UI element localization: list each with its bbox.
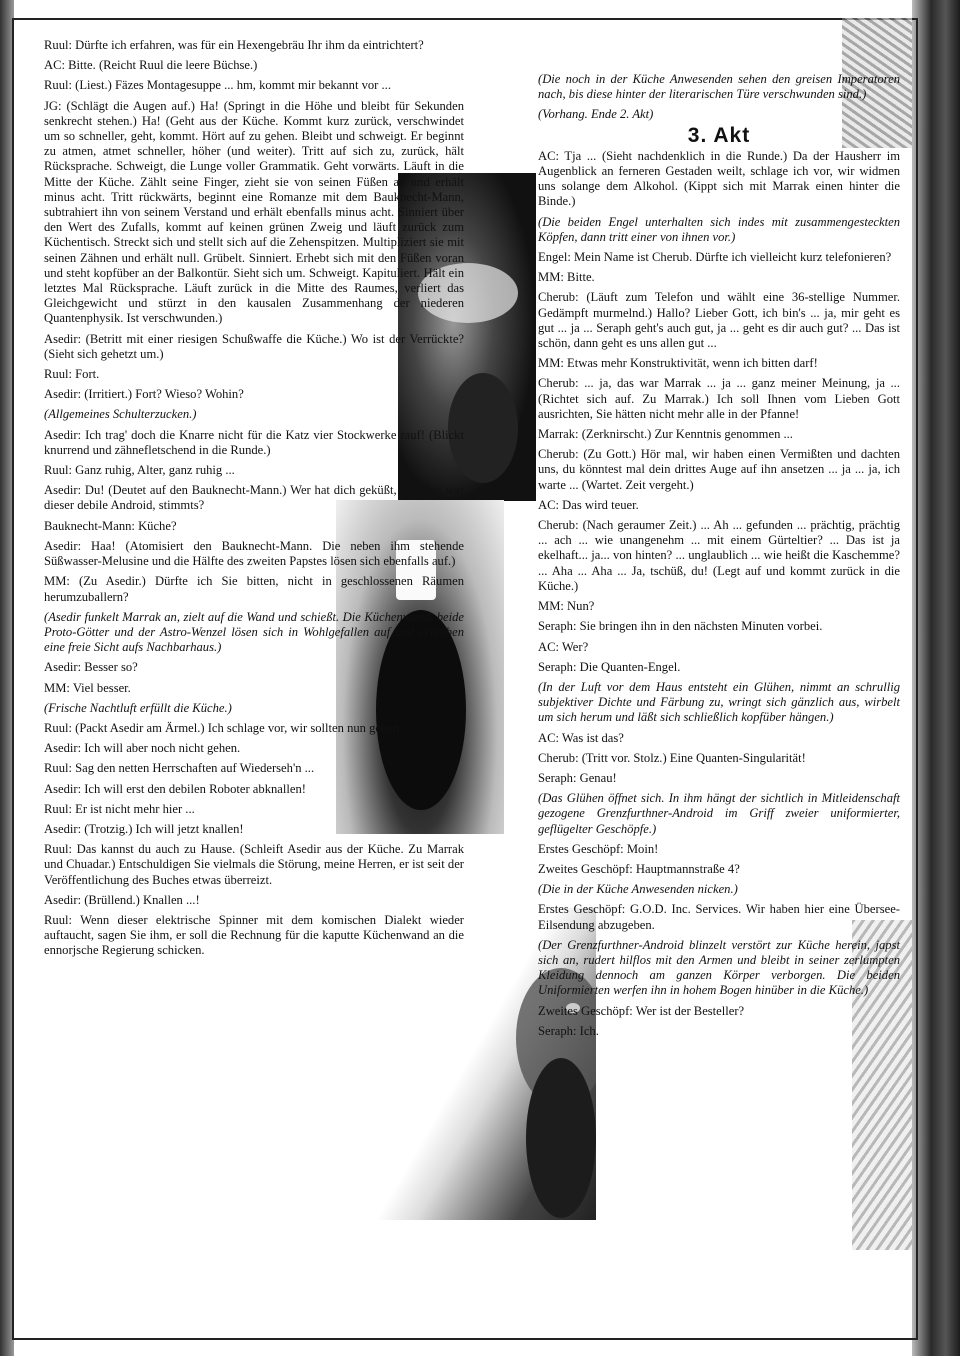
line-text: (Schlägt die Augen auf.) Ha! (Springt in die Höhe und bleibt für Sekunden senkrecht stehen.) Ha! (Geht aus der Küche. Kommt kurz zurück, verschwindet um so schneller, geht, kommt. Hört auf zu gehen. Bleibt und schweigt. Er beginnt zu atmen, atmet schneller, höher (und weiter). Tritt auf sich zu, zurück, hält Rücksprache. Schweigt, die Lunge voller Grammatik. Geht vorwärts. Läuft in die Mitte der Küche. Zählt seine Finger, zieht sie von seinen Füßen ab und erhält minus acht. Tritt rückwärts, beginnt eine Romanze mit dem Bauknecht-Mann, subtrahiert ihn von seinem Verstand und erhält ebenfalls minus acht. Sinniert über den Wert des Zufalls, kommt auf keinen grünen Zweig und läuft zurück zum Küchentisch. Streckt sich und stellt sich auf die Zehenspitzen. Multipliziert sie mit seinen Zähnen und erhält null. Grübelt. Sinniert. Erhebt sich mit den Füßen voran und steht kopfüber an der Balkontür. Sieht sich um. Schweigt. Kapituliert. Hält ein letztes Mal Rücksprache. Läuft zurück in die Mitte des Raumes, verliert das Gleichgewicht und stürzt in den kausalen Zusammenhang der niederen Quantenphysik. Ist verschwunden.) xyxy=(44,98,464,326)
line-text: Das kannst du auch zu Hause. (Schleift Asedir aus der Küche. Zu Marrak und Chuadar.) Entschuldigen Sie vielmals die Störung, meine Herren, er ist seit der Veröffentlichung des Buches etwas überreizt. xyxy=(44,842,465,887)
line-text: Bitte. (Reicht Ruul die leere Büchse.) xyxy=(68,58,258,73)
line-text: (Das Glühen öffnet sich. In ihm hängt der sichtlich in Mitleidenschaft gezogene Grenzfurthner-Android im Griff zweier uniformierter, geflügelter Geschöpfe.) xyxy=(538,791,900,836)
right-column xyxy=(538,72,900,1044)
dialogue-line xyxy=(538,862,900,877)
speaker-label: Ruul: xyxy=(44,367,76,382)
dialogue-line xyxy=(538,771,900,786)
speaker-label: Seraph: xyxy=(538,770,580,785)
dialogue-line xyxy=(538,599,900,614)
speaker-label: Cherub: xyxy=(538,750,582,765)
speaker-label: Ruul: xyxy=(44,78,76,93)
line-text: Haa! (Atomisiert den Bauknecht-Mann. Die neben ihm stehende Süßwasser-Melusine und die Hälfte des zweiten Papstes lösen sich ebenfalls auf.) xyxy=(44,538,464,569)
line-text: (Vorhang. Ende 2. Akt) xyxy=(538,107,654,122)
line-text: Sag den netten Herrschaften auf Wiederseh'n ... xyxy=(75,761,315,776)
speaker-label: MM: xyxy=(44,680,73,695)
line-text: ... ja, das war Marrak ... ja ... ganz meiner Meinung, ja ... (Richtet sich auf. Zu Marrak.) Ich soll Ihnen vom Lieben Gott ausrichten, Sie hätten nicht mehr alle in der Pfanne! xyxy=(538,376,900,421)
speaker-label: Asedir: xyxy=(44,781,85,796)
right-column-top xyxy=(538,72,900,123)
dialogue-line xyxy=(538,1004,900,1019)
left-column xyxy=(44,38,464,964)
line-text: (Die in der Küche Anwesenden nicken.) xyxy=(538,882,738,897)
line-text: Was ist das? xyxy=(561,730,624,745)
speaker-label: Seraph: xyxy=(538,1023,580,1038)
speaker-label: AC: xyxy=(538,730,562,745)
speaker-label: Erstes Geschöpf: xyxy=(538,902,631,917)
line-text: Ich. xyxy=(579,1023,599,1038)
line-text: Ganz ruhig, Alter, ganz ruhig ... xyxy=(75,463,235,478)
speaker-label: AC: xyxy=(538,639,562,654)
stage-direction xyxy=(538,215,900,245)
dialogue-line xyxy=(44,842,464,888)
speaker-label: Ruul: xyxy=(44,801,76,816)
speaker-label: JG: xyxy=(44,98,67,113)
line-text: Moin! xyxy=(626,841,659,856)
dialogue-line xyxy=(538,902,900,932)
speaker-label: MM: xyxy=(538,356,568,371)
speaker-label: AC: xyxy=(44,58,69,73)
dialogue-line xyxy=(538,660,900,675)
line-text: (Allgemeines Schulterzucken.) xyxy=(44,407,197,422)
dialogue-line xyxy=(44,332,464,362)
dialogue-line xyxy=(538,427,900,442)
line-text: (Tritt vor. Stolz.) Eine Quanten-Singularität! xyxy=(581,750,806,765)
line-text: Mein Name ist Cherub. Dürfte ich vielleicht kurz telefonieren? xyxy=(574,250,892,265)
line-text: G.O.D. Inc. Services. Wir haben hier eine Übersee-Eilsendung abzugeben. xyxy=(538,902,900,932)
dialogue-line xyxy=(44,822,464,837)
stage-direction xyxy=(44,701,464,716)
dialogue-line xyxy=(538,518,900,594)
dialogue-line xyxy=(44,761,464,776)
speaker-label: Seraph: xyxy=(538,659,580,674)
dialogue-line xyxy=(44,574,464,604)
line-text: (Liest.) Fäzes Montagesuppe ... hm, kommt mir bekannt vor ... xyxy=(75,78,391,93)
speaker-label: Cherub: xyxy=(538,376,585,391)
line-text: (Die beiden Engel unterhalten sich indes mit zusammengesteckten Köpfen, dann tritt einer von ihnen vor.) xyxy=(538,214,900,244)
dialogue-line xyxy=(44,38,464,53)
line-text: Du! (Deutet auf den Bauknecht-Mann.) Wer hat dich geküßt, hä? Das war dieser debile Android, stimmts? xyxy=(44,483,464,513)
stage-direction xyxy=(538,72,900,102)
right-column-main xyxy=(538,149,900,1039)
dialogue-line xyxy=(538,376,900,422)
line-text: (Nach geraumer Zeit.) ... Ah ... gefunden ... prächtig, prächtig ... ach ... wie unangenehm ... mit einem Gürteltier? ... Das ist ja ekelhaft... ja... von hinten? ... unglaublich ... wie heißt die Kaschemme? ... Aha ... Aha ... Ja, tschüß, du! (Legt auf und kommt zurück in die Küche.) xyxy=(538,518,900,593)
speaker-label: Ruul: xyxy=(44,463,76,478)
speaker-label: Asedir: xyxy=(44,483,85,498)
line-text: (In der Luft vor dem Haus entsteht ein Glühen, nimmt an schrullig subjektiver Dichte und Färbung zu, wringt sich gänzlich aus, wirbelt um sich herum und läßt sich schließlich kopfüber hängen.) xyxy=(538,679,900,725)
line-text: Die Quanten-Engel. xyxy=(579,659,681,674)
line-text: Ich will erst den debilen Roboter abknallen! xyxy=(84,781,306,796)
line-text: Er ist nicht mehr hier ... xyxy=(75,801,195,816)
line-text: (Zu Gott.) Hör mal, wir haben einen Vermißten und dachten uns, du könntest mal dein drittes Auge auf ihn ansetzen ... ja ... ja, ich warte ... (Wartet. Zeit vergeht.) xyxy=(538,447,900,492)
line-text: Das wird teuer. xyxy=(562,497,639,512)
speaker-label: Asedir: xyxy=(44,427,86,442)
speaker-label: Asedir: xyxy=(44,892,85,907)
line-text: (Brüllend.) Knallen ...! xyxy=(84,892,200,907)
speaker-label: Ruul: xyxy=(44,761,76,776)
dialogue-line xyxy=(44,99,464,327)
line-text: Küche? xyxy=(138,518,177,533)
dialogue-line xyxy=(538,447,900,493)
speaker-label: Bauknecht-Mann: xyxy=(44,518,139,533)
line-text: Viel besser. xyxy=(72,680,131,695)
speaker-label: Engel: xyxy=(538,250,575,265)
line-text: Wer? xyxy=(561,639,589,654)
line-text: Besser so? xyxy=(84,660,138,675)
speaker-label: Seraph: xyxy=(538,619,580,634)
stage-direction xyxy=(538,938,900,999)
speaker-label: AC: xyxy=(538,497,563,512)
line-text: (Läuft zum Telefon und wählt eine 36-stellige Nummer. Gedämpft murmelnd.) Hallo? Lieber Gott, ich bin's ... ja, mir geht es gut ... ja ... Seraph geht's auch gut, ja ... geht es dir auch gut? ... Das ist schön, dann geht es uns allen gut ... xyxy=(538,290,900,351)
dialogue-line xyxy=(538,498,900,513)
line-text: Genau! xyxy=(579,770,617,785)
line-text: (Der Grenzfurthner-Android blinzelt verstört zur Küche herein, japst sich an, rudert hilflos mit den Armen und bleibt in seiner zerlumpten Kleidung dennoch am ganzen Körper verborgen. Die beiden Uniformierten werfen ihn in hohem Bogen hinüber in die Küche.) xyxy=(538,937,900,998)
stage-direction xyxy=(538,680,900,726)
stage-direction xyxy=(538,882,900,897)
speaker-label: Asedir: xyxy=(44,387,85,402)
speaker-label: Asedir: xyxy=(44,538,92,553)
speaker-label: Ruul: xyxy=(44,38,76,52)
line-text: Fort. xyxy=(75,367,100,382)
speaker-label: Erstes Geschöpf: xyxy=(538,841,627,856)
dialogue-line xyxy=(538,640,900,655)
dialogue-line xyxy=(44,741,464,756)
dialogue-line xyxy=(44,913,464,959)
dialogue-line xyxy=(44,802,464,817)
speaker-label: Ruul: xyxy=(44,912,81,927)
speaker-label: Ruul: xyxy=(44,720,76,735)
scan-edge-right xyxy=(912,0,960,1356)
dialogue-line xyxy=(44,519,464,534)
speaker-label: AC: xyxy=(538,148,565,163)
dialogue-line xyxy=(538,270,900,285)
dialogue-line xyxy=(44,483,464,513)
line-text: Wer ist der Besteller? xyxy=(635,1003,745,1018)
dialogue-line xyxy=(538,842,900,857)
line-text: (Zu Asedir.) Dürfte ich Sie bitten, nicht in geschlossenen Räumen herumzuballern? xyxy=(44,574,465,604)
line-text: (Packt Asedir am Ärmel.) Ich schlage vor, wir sollten nun gehen ... xyxy=(75,720,412,735)
dialogue-line xyxy=(44,660,464,675)
dialogue-line xyxy=(538,1024,900,1039)
line-text: Nun? xyxy=(567,599,595,614)
dialogue-line xyxy=(538,290,900,351)
line-text: Tja ... (Sieht nachdenklich in die Runde.) Da der Hausherr im Augenblick an ferneren Gestaden weilt, schlage ich vor, wir widmen uns solange dem Alkohol. (Kippt sich mit Marrak einen hinter die Binde.) xyxy=(538,148,900,209)
line-text: (Irritiert.) Fort? Wieso? Wohin? xyxy=(84,387,244,402)
stage-direction xyxy=(538,791,900,837)
speaker-label: Cherub: xyxy=(538,290,587,305)
stage-direction xyxy=(538,107,900,122)
line-text: Etwas mehr Konstruktivität, wenn ich bitten darf! xyxy=(567,356,818,371)
line-text: Dürfte ich erfahren, was für ein Hexengebräu Ihr ihm da eintrichtert? xyxy=(75,38,424,52)
line-text: Bitte. xyxy=(567,270,595,285)
line-text: (Zerknirscht.) Zur Kenntnis genommen ... xyxy=(581,427,793,442)
stage-direction xyxy=(44,407,464,422)
dialogue-line xyxy=(44,463,464,478)
speaker-label: Ruul: xyxy=(44,842,77,857)
speaker-label: Asedir: xyxy=(44,660,85,675)
dialogue-line xyxy=(538,619,900,634)
dialogue-line xyxy=(44,721,464,736)
speaker-label: Asedir: xyxy=(44,821,85,836)
dialogue-line xyxy=(538,731,900,746)
dialogue-line xyxy=(538,751,900,766)
speaker-label: Cherub: xyxy=(538,447,584,462)
dialogue-line xyxy=(538,149,900,210)
dialogue-line xyxy=(44,387,464,402)
speaker-label: Zweites Geschöpf: xyxy=(538,861,636,876)
line-text: (Trotzig.) Ich will jetzt knallen! xyxy=(84,821,244,836)
speaker-label: MM: xyxy=(538,270,568,285)
speaker-label: Marrak: xyxy=(538,427,582,442)
speaker-label: Zweites Geschöpf: xyxy=(538,1003,636,1018)
dialogue-line xyxy=(44,58,464,73)
speaker-label: Asedir: xyxy=(44,331,86,346)
dialogue-line xyxy=(538,356,900,371)
line-text: Sie bringen ihn in den nächsten Minuten vorbei. xyxy=(579,619,823,634)
dialogue-line xyxy=(44,539,464,569)
line-text: Hauptmannstraße 4? xyxy=(635,861,740,876)
dialogue-line xyxy=(44,367,464,382)
stage-direction xyxy=(44,610,464,656)
dialogue-line xyxy=(44,428,464,458)
line-text: (Betritt mit einer riesigen Schußwaffe die Küche.) Wo ist der Verrückte? (Sieht sich gehetzt um.) xyxy=(44,331,464,361)
dialogue-line xyxy=(44,681,464,696)
dialogue-line xyxy=(538,250,900,265)
line-text: (Asedir funkelt Marrak an, zielt auf die Wand und schießt. Die Küchenwand, beide Proto-Götter und der Astro-Wenzel lösen sich in Wohlgefallen auf und erlauben eine freie Sicht aufs Nachbarhaus.) xyxy=(44,609,464,655)
act-heading: 3. Akt xyxy=(687,123,751,147)
line-text: (Frische Nachtluft erfüllt die Küche.) xyxy=(44,700,232,715)
speaker-label: MM: xyxy=(44,574,80,589)
line-text: Wenn dieser elektrische Spinner mit dem komischen Dialekt wieder auftaucht, sagen Sie ihm, er soll die Rechnung für die kaputte Küchenwand an die ennorjsche Regierung schicken. xyxy=(44,912,464,958)
dialogue-line xyxy=(44,893,464,908)
line-text: Ich trag' doch die Knarre nicht für die Katz vier Stockwerke rauf! (Blickt knurrend und zähnefletschend in die Runde.) xyxy=(44,427,464,457)
speaker-label: Asedir: xyxy=(44,741,85,756)
dialogue-line xyxy=(44,78,464,93)
speaker-label: MM: xyxy=(538,599,568,614)
line-text: (Die noch in der Küche Anwesenden sehen den greisen Imperatoren nach, bis diese hinter der literarischen Türe verschwunden sind.) xyxy=(538,72,900,102)
dialogue-line xyxy=(44,782,464,797)
speaker-label: Cherub: xyxy=(538,518,583,533)
line-text: Ich will aber noch nicht gehen. xyxy=(84,741,241,756)
